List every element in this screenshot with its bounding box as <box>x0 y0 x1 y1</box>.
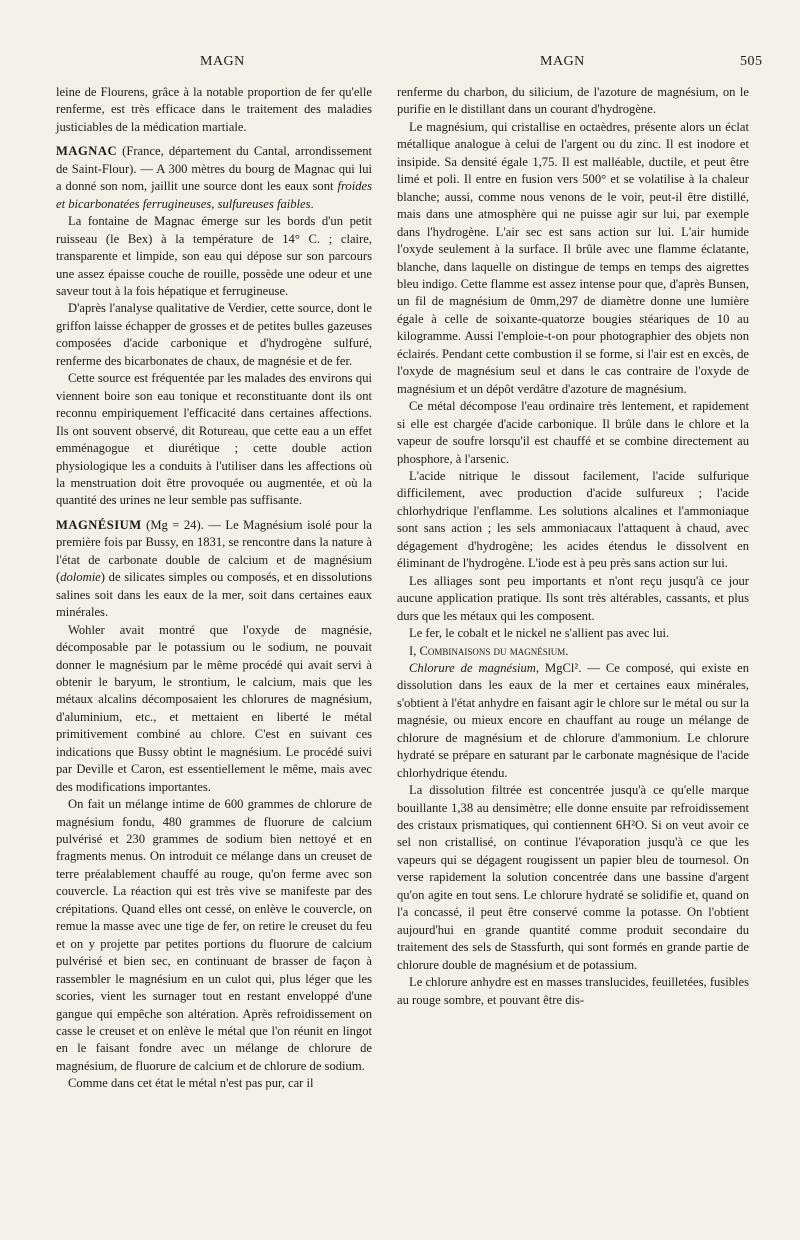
mineral-name: dolomie <box>60 570 101 585</box>
running-head-center: MAGN <box>540 54 585 69</box>
water-classification: froides et bicarbonatées ferrugineuses, sulfureuses faibles <box>56 179 372 211</box>
entry-magnesium: MAGNÉSIUM (Mg = 24). — Le Magnésium isolé pour la première fois par Bussy, en 1831, se rencontre dans la nature à l'état de carbonate double de calcium et de magnésium (dolomie) de silicates simples ou composés, et en dissolutions salines soit dans les eaux de la mer, soit dans certaines eaux minérales. <box>56 517 372 620</box>
compound-name: Chlorure de magnésium <box>409 660 536 675</box>
paragraph: Cette source est fréquentée par les malades des environs qui viennent boire son eau tonique et reconstituante dont ils ont reconnu empiriquement l'efficacité dans certaines affections. Ils ont souvent observé, dit Rotureau, que cette eau a un effet emménagogue et diurétique ; cette double action physiologique les a conduits à l'utiliser dans les affections où la menstruation doit être provoquée ou augmentée, et où la quantité des urines ne leur semble pas suffisante. <box>56 371 372 508</box>
paragraph: La fontaine de Magnac émerge sur les bords d'un petit ruisseau (le Bex) à la température de 14° C. ; claire, transparente et limpide, son eau qui dépose sur son parcours une assez épaisse couche de rouille, possède une odeur et une saveur tout à la fois hépatique et ferrugineuse. <box>56 214 372 298</box>
atomic-weight: (Mg = 24). — <box>141 517 226 532</box>
paragraph: Les alliages sont peu importants et n'ont reçu jusqu'à ce jour aucune application pratique. Ils sont très altérables, cassants, et plus durs que les métaux qui les composent. <box>397 573 749 623</box>
paragraph-flourens-end: leine de Flourens, grâce à la notable proportion de fer qu'elle renferme, est très efficace dans le traitement des maladies justiciables de la médication martiale. <box>56 85 372 134</box>
paragraph: Le fer, le cobalt et le nickel ne s'allient pas avec lui. <box>409 626 670 641</box>
entry-text: (France, département du Cantal, arrondissement de Saint-Flour). — A 300 mètres du bourg de Magnac qui lui a donné son nom, jaillit une source dont les eaux sont <box>56 144 372 194</box>
page-number: 505 <box>740 54 763 69</box>
entry-headword-magnac: MAGNAC <box>56 144 118 159</box>
paragraph: L'acide nitrique le dissout facilement, l'acide sulfurique difficilement, avec production d'acide sulfureux ; l'acide chlorhydrique l'enflamme. Les solutions alcalines et l'ammoniaque sont sans action ; les sels ammoniacaux l'attaquent à chaud, avec dégagement d'hydrogène; les acides étendus le dissolvent en éliminant de l'hydrogène. L'iode est à peu près sans action sur lui. <box>397 468 749 571</box>
paragraph-continued: renferme du charbon, du silicium, de l'azoture de magnésium, on le purifie en le distillant dans un courant d'hydrogène. <box>397 85 749 117</box>
compound-formula: , MgCl². — <box>535 660 606 675</box>
paragraph: Ce métal décompose l'eau ordinaire très lentement, et rapidement si elle est chargée d'acide carbonique. Il brûle dans le chlore et la vapeur de soufre lorsqu'il est chauffé et se combine directement au phosphore, à l'arsenic. <box>397 399 749 466</box>
paragraph: Comme dans cet état le métal n'est pas pur, car il <box>68 1076 314 1091</box>
paragraph: D'après l'analyse qualitative de Verdier, cette source, dont le griffon laisse échapper de grosses et de petites bulles gazeuses composées d'acide carbonique et d'hydrogène sulfuré, renferme des bicarbonates de chaux, de magnésie et de fer. <box>56 301 372 368</box>
entry-headword-magnesium: MAGNÉSIUM <box>56 517 142 532</box>
paragraph: Wohler avait montré que l'oxyde de magnésie, décomposable par le potassium ou le sodium, ne pouvait donner le magnésium par le même procédé qui avait servi à obtenir le baryum, le strontium, le calcium, mais que les métaux alcalins décomposaient les chlorures de magnésium, d'aluminium, etc., et mettaient en liberté le métal primitivement combiné au chlore. C'est en suivant ces indications que Bussy obtint le magnésium. Le procédé suivi par Deville et Caron, est essentiellement le même, mais avec des modifications importantes. <box>56 622 372 794</box>
paragraph: Le magnésium, qui cristallise en octaèdres, présente alors un éclat métallique analogue à celui de l'argent ou du zinc. Il est inodore et insipide. Sa densité égale 1,75. Il est malléable, ductile, et peut être limé et poli. Il entre en fusion vers 500° et se volatilise à la chaleur blanche; aussi, comme nous venons de le voir, peut-il être distillé, mais dans une atmosphère qui ne puisse agir sur lui, par exemple dans l'hydrogène. L'air sec est sans action sur lui. L'air humide l'oxyde seulement à la surface. Il brûle avec une flamme éclatante, blanche, dans laquelle on distingue de temps en temps des aigrettes bleu indigo. Cette flamme est assez intense pour que, d'après Bunsen, un fil de magnésium de 0mm,297 de diamètre donne une lumière égale à celle de soixante-quatorze bougies stéariques de 10 au kilogramme. Aussi l'emploie-t-on pour photographier des objets non éclairés. Pendant cette combustion il se forme, si l'air est en excès, de l'oxyde de magnésium seul et dans le cas contraire de l'oxyde de magnésium et un dépôt verdâtre d'azoture de magnésium. <box>397 119 749 396</box>
paragraph: Le chlorure anhydre est en masses translucides, feuilletées, fusibles au rouge sombre, et pouvant être dis- <box>397 975 749 1007</box>
section-heading: I, Combinaisons du magnésium. <box>409 643 569 658</box>
entry-magnac: MAGNAC (France, département du Cantal, arrondissement de Saint-Flour). — A 300 mètres du bourg de Magnac qui lui a donné son nom, jaillit une source dont les eaux sont froides et bicarbonatées ferrugineuses, sulfureuses faibles. <box>56 144 372 211</box>
entry-chlorure: Chlorure de magnésium, MgCl². — Ce composé, qui existe en dissolution dans les eaux de la mer et certaines eaux minérales, s'obtient à l'état anhydre en faisant agir le chlore sur le métal ou sur la magnésie, ou mieux encore en chauffant au rouge un mélange de chlorure de magnésium et de chlorure d'ammonium. Le chlorure hydraté se prépare en saturant par le carbonate magnésique de l'acide chlorhydrique étendu. <box>397 660 749 780</box>
section-title: Combinaisons du magnésium. <box>419 643 569 658</box>
paragraph: La dissolution filtrée est concentrée jusqu'à ce qu'elle marque bouillante 1,38 au densimètre; elle donne ensuite par refroidissement des cristaux prismatiques, qui contiennent 6H²O. Si on veut avoir ce sel non cristallisé, on continue l'évaporation jusqu'à ce que les vapeurs qui se dégagent rougissent un papier bleu de tournesol. On verse rapidement la solution concentrée dans une bassine d'argent qu'on agite en tout sens. Le chlorure hydraté se solidifie et, quand on l'a concassé, il peut être conservé comme la potasse. On l'obtient aujourd'hui en grande quantité comme produit secondaire du traitement des sels de Stassfurth, qui sont formés en grande partie de chlorure double de magnésium et de potassium. <box>397 783 749 972</box>
right-column <box>397 84 749 1009</box>
running-head-left: MAGN <box>200 54 245 69</box>
left-column <box>56 84 372 1093</box>
paragraph: On fait un mélange intime de 600 grammes de chlorure de magnésium fondu, 480 grammes de fluorure de calcium pulvérisé et 230 grammes de sodium bien nettoyé et en fragments menus. On introduit ce mélange dans un creuset de terre préalablement chauffé au rouge, qu'on ferme avec son couvercle. La réaction qui est très vive se manifeste par des crépitations. Quand elles ont cessé, on enlève le couvercle, on remue la masse avec une tige de fer, on retire le creuset du feu et on y projette par petites portions du fluorure de calcium pulvérisé et bien sec, en continuant de brasser de façon à rassembler le magnésium en un culot qui, plus léger que les scories, vient les surnager tout en restant enveloppé d'une gangue qui empêche son altération. Après refroidissement on casse le creuset et on enlève le métal que l'on réunit en lingot en le faisant fondre avec un mélange de chlorure de magnésium, de fluorure de calcium et de chlorure de sodium. <box>56 797 372 1073</box>
